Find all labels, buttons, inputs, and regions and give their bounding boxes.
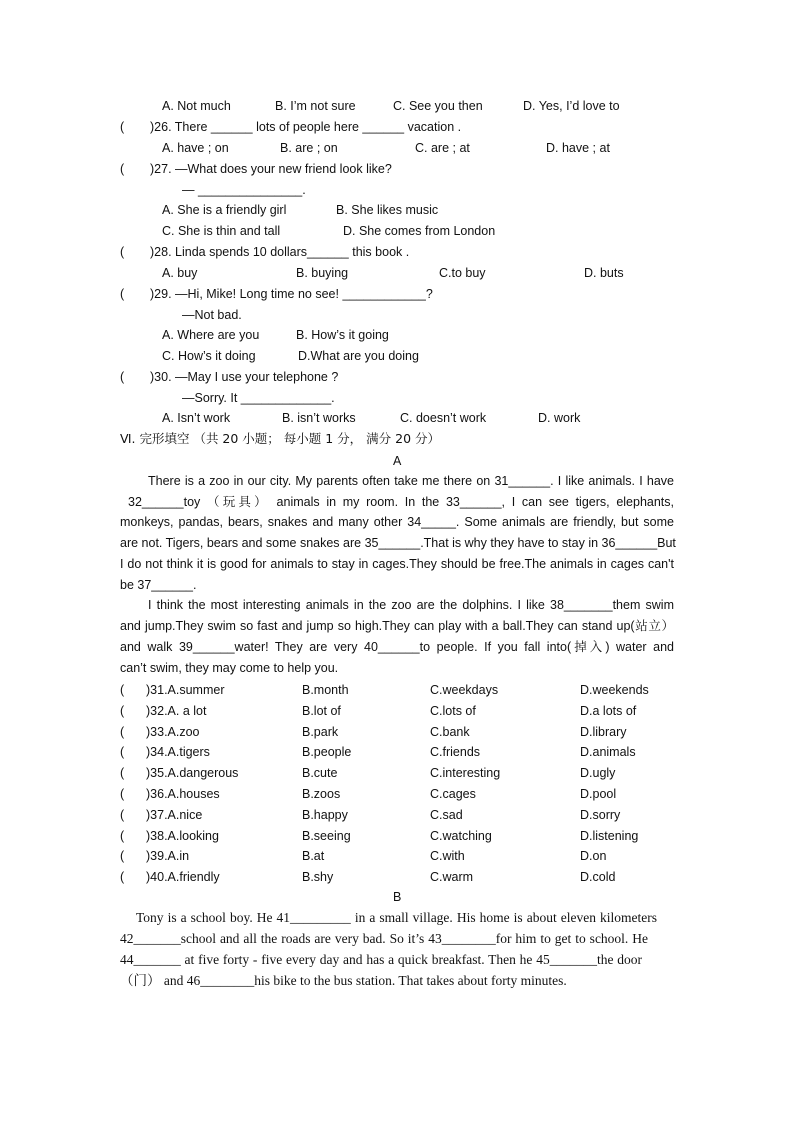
q29-option-b: B. How’s it going — [296, 328, 389, 342]
option-d: D.library — [580, 725, 627, 739]
answer-bracket: ( — [120, 725, 125, 739]
option-b: B.park — [302, 725, 339, 739]
answer-bracket: ( — [120, 162, 125, 176]
cloze-question: )39.A.in — [146, 849, 190, 863]
answer-bracket: ( — [120, 370, 125, 384]
q25-option-b: B. I’m not sure — [275, 99, 356, 113]
option-d: D.weekends — [580, 683, 649, 697]
cloze-question: )35.A.dangerous — [146, 766, 239, 780]
cloze-question: )34.A.tigers — [146, 745, 210, 759]
q27-option-c: C. She is thin and tall — [162, 224, 281, 238]
q29-option-c: C. How’s it doing — [162, 349, 256, 363]
passage-b-label: B — [393, 890, 402, 904]
passage-a-line: I do not think it is good for animals to stay in cages.They should be free.The animals in cages can't — [120, 557, 674, 571]
passage-a-line: can’t swim, they may come to help you. — [120, 661, 339, 675]
q25-option-d: D. Yes, I’d love to — [523, 99, 620, 113]
answer-bracket: ( — [120, 787, 125, 801]
option-b: B.lot of — [302, 704, 341, 718]
option-d: D.ugly — [580, 766, 616, 780]
q30-answer-line: —Sorry. It _____________. — [182, 391, 335, 405]
option-d: D.a lots of — [580, 704, 637, 718]
option-c: C.weekdays — [430, 683, 499, 697]
answer-bracket: ( — [120, 745, 125, 759]
q26-option-b: B. are ; on — [280, 141, 338, 155]
answer-bracket: ( — [120, 849, 125, 863]
option-c: C.friends — [430, 745, 481, 759]
passage-b-line: 44_______ at five forty - five every day and has a quick breakfast. Then he 45_______the door — [120, 952, 642, 967]
cloze-question: )37.A.nice — [146, 808, 203, 822]
option-c: C.with — [430, 849, 465, 863]
passage-b-line: Tony is a school boy. He 41_________ in a small village. His home is about eleven kilometers — [136, 910, 657, 925]
q30-option-d: D. work — [538, 411, 581, 425]
option-b: B.month — [302, 683, 349, 697]
q28-option-c: C.to buy — [439, 266, 486, 280]
cloze-question: )32.A. a lot — [146, 704, 207, 718]
passage-b-line: 42_______school and all the roads are very bad. So it’s 43________for him to get to school. He — [120, 931, 648, 946]
option-d: D.animals — [580, 745, 636, 759]
q30-option-a: A. Isn’t work — [162, 411, 231, 425]
option-d: D.on — [580, 849, 607, 863]
option-c: C.bank — [430, 725, 470, 739]
answer-bracket: ( — [120, 829, 125, 843]
cloze-question: )40.A.friendly — [146, 870, 220, 884]
answer-bracket: ( — [120, 870, 125, 884]
option-b: B.seeing — [302, 829, 351, 843]
q30-option-c: C. doesn’t work — [400, 411, 487, 425]
cloze-question: )33.A.zoo — [146, 725, 200, 739]
option-c: C.watching — [430, 829, 492, 843]
answer-bracket: ( — [120, 704, 125, 718]
option-c: C.sad — [430, 808, 463, 822]
option-d: D.sorry — [580, 808, 621, 822]
passage-a-line: 32______toy （玩具） animals in my room. In the 33______, I can see tigers, elephants, — [128, 495, 674, 509]
question-29: )29. —Hi, Mike! Long time no see! ____________? — [150, 287, 433, 301]
question-26: )26. There ______ lots of people here ______ vacation . — [150, 120, 462, 134]
cloze-question: )31.A.summer — [146, 683, 225, 697]
passage-a-line: be 37______. — [120, 578, 197, 592]
q29-answer-line: —Not bad. — [182, 308, 242, 322]
passage-a-line: are not. Tigers, bears and some snakes are 35______.That is why they have to stay in 36______But — [120, 536, 676, 550]
answer-bracket: ( — [120, 683, 125, 697]
q29-option-d: D.What are you doing — [298, 349, 419, 363]
option-c: C.cages — [430, 787, 476, 801]
option-d: D.cold — [580, 870, 616, 884]
q25-option-c: C. See you then — [393, 99, 483, 113]
section-title: Ⅵ. 完形填空 （共 20 小题； 每小题 1 分， 满分 20 分） — [120, 431, 441, 446]
option-b: B.at — [302, 849, 325, 863]
q26-option-a: A. have ; on — [162, 141, 229, 155]
question-27: )27. —What does your new friend look like? — [150, 162, 392, 176]
question-28: )28. Linda spends 10 dollars______ this book . — [150, 245, 410, 259]
option-d: D.listening — [580, 829, 639, 843]
q26-option-d: D. have ; at — [546, 141, 610, 155]
passage-a-line: There is a zoo in our city. My parents often take me there on 31______. I like animals. I have — [148, 474, 674, 488]
passage-b-line: （门） and 46________his bike to the bus station. That takes about forty minutes. — [120, 973, 567, 988]
q28-option-a: A. buy — [162, 266, 198, 280]
q28-option-b: B. buying — [296, 266, 349, 280]
q27-option-b: B. She likes music — [336, 203, 439, 217]
answer-bracket: ( — [120, 808, 125, 822]
answer-bracket: ( — [120, 245, 125, 259]
passage-a-line: I think the most interesting animals in the zoo are the dolphins. I like 38_______them swim — [148, 598, 674, 612]
option-b: B.people — [302, 745, 352, 759]
q27-option-d: D. She comes from London — [343, 224, 496, 238]
passage-a-line: monkeys, pandas, bears, snakes and many other 34_____. Some animals are friendly, but some — [120, 515, 674, 529]
q28-option-d: D. buts — [584, 266, 624, 280]
option-b: B.zoos — [302, 787, 341, 801]
answer-bracket: ( — [120, 287, 125, 301]
q30-option-b: B. isn’t works — [282, 411, 356, 425]
answer-bracket: ( — [120, 120, 125, 134]
q27-answer-line: — _______________. — [182, 183, 306, 197]
q26-option-c: C. are ; at — [415, 141, 470, 155]
answer-bracket: ( — [120, 766, 125, 780]
option-d: D.pool — [580, 787, 617, 801]
passage-a-line: and jump.They swim so fast and jump so high.They can play with a ball.They can stand up(站立） — [120, 619, 674, 633]
option-b: B.happy — [302, 808, 348, 822]
passage-a-label: A — [393, 454, 402, 468]
passage-a-line: and walk 39______water! They are very 40______to people. If you fall into(掉入) water and — [120, 640, 674, 654]
q29-option-a: A. Where are you — [162, 328, 260, 342]
option-b: B.shy — [302, 870, 334, 884]
q27-option-a: A. She is a friendly girl — [162, 203, 287, 217]
cloze-question: )38.A.looking — [146, 829, 219, 843]
option-c: C.interesting — [430, 766, 501, 780]
q25-option-a: A. Not much — [162, 99, 231, 113]
option-c: C.lots of — [430, 704, 476, 718]
question-30: )30. —May I use your telephone ? — [150, 370, 339, 384]
cloze-question: )36.A.houses — [146, 787, 220, 801]
option-c: C.warm — [430, 870, 474, 884]
option-b: B.cute — [302, 766, 338, 780]
